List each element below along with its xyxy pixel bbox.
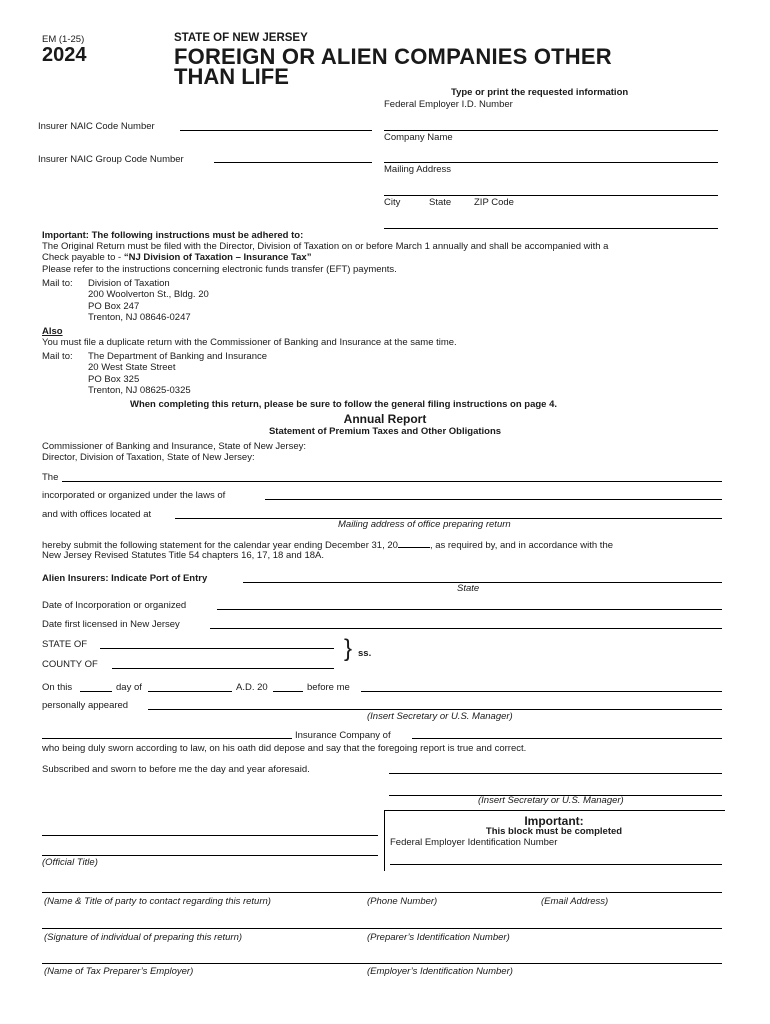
instructions-line1: The Original Return must be filed with the Director, Division of Taxation on or before March 1 annually and shall be accompanied with a: [42, 241, 609, 252]
sworn-statement: who being duly sworn according to law, on his oath did depose and say that the foregoing report is true and correct.: [42, 743, 527, 754]
before-me-label: before me: [307, 682, 350, 693]
day-of-label: day of: [116, 682, 142, 693]
form-code: EM (1-25): [42, 34, 85, 45]
annual-report-title: Annual Report: [343, 412, 427, 426]
personally-appeared-input[interactable]: [148, 696, 722, 710]
city-label: City: [384, 197, 401, 208]
state-label: State: [429, 197, 452, 208]
mailing-address-input[interactable]: [384, 182, 718, 196]
fein-input[interactable]: [384, 117, 718, 131]
oath-month-input[interactable]: [148, 678, 232, 692]
state-caption: State: [457, 583, 480, 594]
subscribed-statement: Subscribed and sworn to before me the day and year aforesaid.: [42, 764, 310, 775]
secretary-signature-input[interactable]: [389, 782, 722, 796]
before-me-input[interactable]: [361, 678, 722, 692]
insert-secretary-caption-2: (Insert Secretary or U.S. Manager): [478, 795, 624, 806]
annual-report-subtitle: Statement of Premium Taxes and Other Obligations: [268, 426, 502, 437]
naic-group-input[interactable]: [214, 149, 372, 163]
incorporated-label: incorporated or organized under the laws of: [42, 490, 226, 501]
city-state-zip-input[interactable]: [384, 215, 718, 229]
mailing-address-caption: Mailing address of office preparing return: [338, 519, 511, 530]
notary-signature-input[interactable]: [389, 760, 722, 774]
company-name-report-input[interactable]: [62, 468, 722, 482]
preparer-signature-caption: (Signature of individual of preparing this return): [44, 932, 243, 943]
important-block-fein-label: Federal Employer Identification Number: [390, 837, 558, 848]
addressee-commissioner: Commissioner of Banking and Insurance, State of New Jersey:: [42, 441, 307, 452]
date-incorporation-input[interactable]: [217, 596, 722, 610]
preparer-id-caption: (Preparer’s Identification Number): [367, 932, 510, 943]
taxation-address: Division of Taxation 200 Woolverton St., Bldg. 20 PO Box 247 Trenton, NJ 08646-0247: [88, 278, 209, 324]
instructions-line2: Check payable to - “NJ Division of Taxation – Insurance Tax”: [42, 252, 312, 263]
company-name-input[interactable]: [384, 149, 718, 163]
oath-year-input[interactable]: [273, 678, 303, 692]
official-title-caption: (Official Title): [42, 857, 98, 868]
mail-to-label-2: Mail to:: [42, 351, 73, 362]
insurance-company-label: Insurance Company of: [295, 730, 391, 741]
port-of-entry-input[interactable]: [243, 569, 722, 583]
contact-name-caption: (Name & Title of party to contact regarding this return): [44, 896, 271, 907]
incorporated-laws-input[interactable]: [265, 486, 722, 500]
official-title-input[interactable]: [42, 842, 378, 856]
naic-code-input[interactable]: [180, 117, 372, 131]
state-of-label: STATE OF: [42, 639, 88, 650]
addressee-director: Director, Division of Taxation, State of New Jersey:: [42, 452, 255, 463]
mailing-address-label: Mailing Address: [384, 164, 452, 175]
general-instructions-note: When completing this return, please be sure to follow the general filing instructions on page 4.: [130, 399, 558, 410]
fein-label: Federal Employer I.D. Number: [384, 99, 513, 110]
alien-insurers-label: Alien Insurers: Indicate Port of Entry: [42, 573, 208, 584]
offices-label: and with offices located at: [42, 509, 152, 520]
email-caption: (Email Address): [541, 896, 609, 907]
hereby-statement: hereby submit the following statement for the calendar year ending December 31, 20 , as required by, and in accordance with the: [42, 540, 614, 551]
hereby-statute: New Jersey Revised Statutes Title 54 chapters 16, 17, 18 and 18A.: [42, 550, 324, 561]
also-heading: Also: [42, 326, 63, 337]
type-or-print-note: Type or print the requested information: [451, 87, 629, 98]
contact-line-input[interactable]: [42, 879, 722, 893]
important-block-title: Important:: [524, 814, 584, 828]
insurance-company-input[interactable]: [42, 725, 292, 739]
important-instructions-heading: Important: The following instructions must be adhered to:: [42, 230, 304, 241]
state-of-input[interactable]: [100, 635, 334, 649]
form-title-line2: THAN LIFE: [174, 64, 289, 89]
naic-group-label: Insurer NAIC Group Code Number: [38, 154, 184, 165]
ss-brace: }: [344, 635, 353, 662]
naic-code-label: Insurer NAIC Code Number: [38, 121, 155, 132]
employer-id-caption: (Employer’s Identification Number): [367, 966, 513, 977]
banking-address: The Department of Banking and Insurance 20 West State Street PO Box 325 Trenton, NJ 08625-0325: [88, 351, 268, 397]
insert-secretary-caption: (Insert Secretary or U.S. Manager): [367, 711, 513, 722]
important-block-fein-input[interactable]: [390, 851, 722, 865]
state-heading: STATE OF NEW JERSEY: [174, 32, 308, 44]
ss-label: ss.: [358, 648, 372, 659]
on-this-label: On this: [42, 682, 73, 693]
mail-to-label: Mail to:: [42, 278, 73, 289]
county-of-label: COUNTY OF: [42, 659, 98, 670]
date-licensed-label: Date first licensed in New Jersey: [42, 619, 180, 630]
offices-address-input[interactable]: [175, 505, 722, 519]
employer-name-caption: (Name of Tax Preparer’s Employer): [44, 966, 194, 977]
important-block-must: This block must be completed: [485, 826, 623, 837]
oath-day-input[interactable]: [80, 678, 112, 692]
date-incorporation-label: Date of Incorporation or organized: [42, 600, 187, 611]
official-signature-input[interactable]: [42, 822, 378, 836]
employer-line-input[interactable]: [42, 950, 722, 964]
form-year: 2024: [42, 44, 87, 66]
duplicate-note: You must file a duplicate return with the Commissioner of Banking and Insurance at the same time.: [42, 337, 457, 348]
zip-label: ZIP Code: [474, 197, 514, 208]
date-licensed-input[interactable]: [210, 615, 722, 629]
eft-note: Please refer to the instructions concerning electronic funds transfer (EFT) payments.: [42, 264, 397, 275]
ad-label: A.D. 20: [236, 682, 268, 693]
preparer-line-input[interactable]: [42, 915, 722, 929]
form-title-line1: FOREIGN OR ALIEN COMPANIES OTHER: [174, 44, 612, 69]
county-of-input[interactable]: [112, 655, 334, 669]
insurance-company-of-input[interactable]: [412, 725, 722, 739]
company-name-label: Company Name: [384, 132, 453, 143]
phone-caption: (Phone Number): [367, 896, 438, 907]
personally-appeared-label: personally appeared: [42, 700, 129, 711]
the-label: The: [42, 472, 59, 483]
